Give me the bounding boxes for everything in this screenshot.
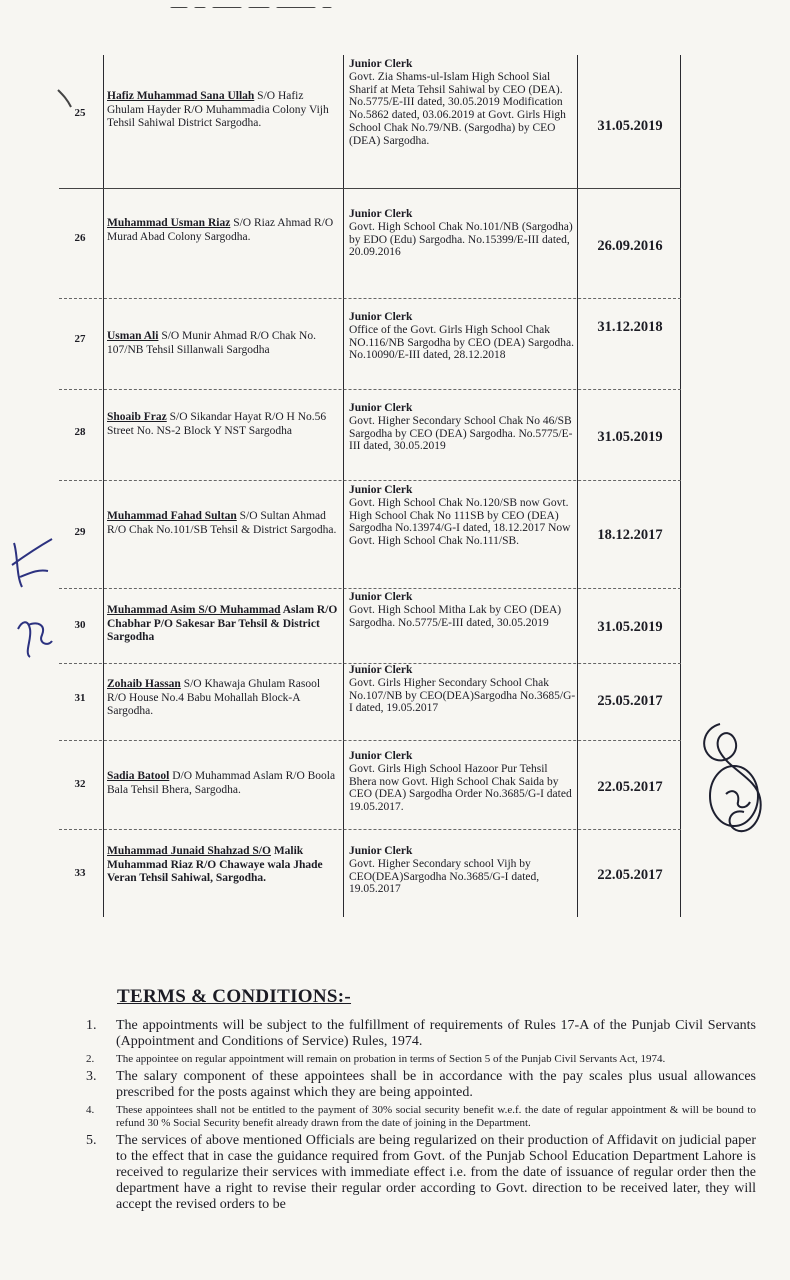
term-text: The salary component of these appointees shall be in accordance with the pay scales plus usual allowances prescribed for the posts against which they are being appointed. [116,1069,756,1100]
appointee-name: Zohaib Hassan [107,678,181,690]
appointee-details: Malik Muhammad Riaz R/O Chawaye wala Jhade Veran Tehsil Sahiwal, Sargodha. [107,845,323,884]
term-number: 4. [86,1104,95,1116]
table-row [59,740,681,830]
posting-cell [349,664,577,715]
term-item [86,1018,756,1050]
appointee-details: S/O Munir Ahmad R/O Chak No. 107/NB Tehsil Sillanwali Sargodha [107,330,316,356]
appointee-cell [107,90,339,131]
appointee-cell [107,330,339,357]
appointment-table [59,55,681,917]
serial-number: 27 [74,333,86,345]
post-title: Junior Clerk [349,591,413,603]
posting-details: Office of the Govt. Girls High School Chak NO.116/NB Sargodha by CEO (DEA) Sargodha. No.10090/E-III dated, 28.12.2018 [349,323,574,362]
serial-number: 26 [74,232,86,244]
appointee-name: Usman Ali [107,330,159,342]
posting-details: Govt. Girls Higher Secondary School Chak No.107/NB by CEO(DEA)Sargodha No.3685/G-I dated, 19.05.2017 [349,676,576,715]
appointment-date: 31.05.2019 [597,118,663,134]
table-row [59,480,681,589]
cropped-header-residue [170,0,470,8]
appointee-name: Muhammad Asim S/O Muhammad [107,604,281,616]
post-title: Junior Clerk [349,402,413,414]
appointee-name: Shoaib Fraz [107,411,167,423]
appointee-cell [107,770,339,797]
post-title: Junior Clerk [349,484,413,496]
appointment-date: 31.05.2019 [597,619,663,635]
appointee-name: Sadia Batool [107,770,170,782]
appointee-details: S/O Khawaja Ghulam Rasool R/O House No.4 Babu Mohallah Block-A Sargodha. [107,678,321,717]
posting-details: Govt. High School Mitha Lak by CEO (DEA) Sargodha. No.5775/E-III dated, 30.05.2019 [349,603,562,629]
appointee-details: S/O Hafiz Ghulam Hayder R/O Muhammadia Colony Vijh Tehsil Sahiwal District Sargodha. [107,90,329,129]
post-title: Junior Clerk [349,58,413,70]
post-title: Junior Clerk [349,664,413,676]
serial-number: 25 [74,107,86,119]
appointee-cell [107,217,339,244]
table-row [59,588,681,664]
appointment-date: 18.12.2017 [597,527,663,543]
post-title: Junior Clerk [349,845,413,857]
appointee-name: Muhammad Usman Riaz [107,217,231,229]
term-text: The appointee on regular appointment will remain on probation in terms of Section 5 of the Punjab Civil Servants Act, 1974. [116,1053,666,1065]
appointee-cell [107,604,339,645]
term-item [86,1104,756,1130]
posting-details: Govt. Higher Secondary School Chak No 46/SB Sargodha by CEO (DEA) Sargodha. No.5775/E-III dated, 30.05.2019 [349,414,573,453]
posting-cell [349,311,577,362]
term-text: The appointments will be subject to the fulfillment of requirements of Rules 17-A of the Punjab Civil Servants (Appointment and Conditions of Service) Rules, 1974. [116,1018,756,1049]
posting-cell [349,591,577,629]
term-item [86,1133,756,1213]
posting-details: Govt. High School Chak No.101/NB (Sargodha) by EDO (Edu) Sargodha. No.15399/E-III dated, 20.09.2016 [349,220,573,259]
appointee-details: S/O Riaz Ahmad R/O Murad Abad Colony Sargodha. [107,217,334,243]
appointee-cell [107,411,339,438]
handwritten-signature [690,718,780,848]
appointee-name: Muhammad Fahad Sultan [107,510,237,522]
serial-number: 28 [74,426,86,438]
appointee-name: Hafiz Muhammad Sana Ullah [107,90,255,102]
post-title: Junior Clerk [349,750,413,762]
posting-cell [349,484,577,548]
serial-number: 31 [74,692,86,704]
terms-list [86,1018,756,1216]
posting-details: Govt. Zia Shams-ul-Islam High School Sial Sharif at Meta Tehsil Sahiwal by CEO (DEA). No.5775/E-III dated, 30.05.2019 Modification No.5862 dated, 03.06.2019 at Govt. Girls High School Chak No.79/NB. (Sargodha) by CEO (DEA) Sargodha. [349,70,566,147]
appointee-details: S/O Sikandar Hayat R/O H No.56 Street No. NS-2 Block Y NST Sargodha [107,411,327,437]
appointment-date: 25.05.2017 [597,693,663,709]
term-number: 1. [86,1018,97,1033]
appointee-cell [107,510,339,537]
posting-details: Govt. High School Chak No.120/SB now Govt. High School Chak No 111SB by CEO (DEA) Sargodha No.13974/G-I dated, 18.12.2017 Now Govt. High School Chak No.111/SB. [349,496,571,548]
appointment-date: 26.09.2016 [597,238,663,254]
post-title: Junior Clerk [349,208,413,220]
table-row [59,298,681,390]
appointment-date: 22.05.2017 [597,779,663,795]
posting-cell [349,750,577,814]
appointee-name: Muhammad Junaid Shahzad S/O [107,845,271,857]
posting-cell [349,58,577,148]
appointee-details: S/O Sultan Ahmad R/O Chak No.101/SB Tehsil & District Sargodha. [107,510,337,536]
handwritten-initials [8,525,60,665]
appointee-cell [107,678,339,719]
posting-cell [349,845,577,896]
term-number: 5. [86,1133,97,1148]
appointee-cell [107,845,339,886]
terms-heading: TERMS & CONDITIONS:- [117,986,352,1007]
serial-number: 32 [74,778,86,790]
term-item [86,1069,756,1101]
appointment-date: 22.05.2017 [597,867,663,883]
posting-cell [349,208,577,259]
table-row [59,389,681,481]
table-row [59,55,681,189]
posting-details: Govt. Higher Secondary school Vijh by CEO(DEA)Sargodha No.3685/G-I dated, 19.05.2017 [349,857,540,896]
table-row [59,663,681,741]
appointee-details: D/O Muhammad Aslam R/O Boola Bala Tehsil Bhera, Sargodha. [107,770,336,796]
serial-number: 29 [74,526,86,538]
term-text: These appointees shall not be entitled to the payment of 30% social security benefit w.e.f. the date of regular appointment & will be bound to refund 30 % Social Security benefit already drawn from the date of joining in the Department. [116,1104,756,1129]
term-number: 3. [86,1069,97,1084]
post-title: Junior Clerk [349,311,413,323]
appointment-date: 31.05.2019 [597,429,663,445]
table-row [59,188,681,299]
term-item [86,1053,756,1066]
posting-details: Govt. Girls High School Hazoor Pur Tehsil Bhera now Govt. High School Chak Saida by CEO (DEA) Sargodha Order No.3685/G-I dated 19.05.2017. [349,762,572,814]
term-number: 2. [86,1053,95,1065]
posting-cell [349,402,577,453]
term-text: The services of above mentioned Officials are being regularized on their production of Affidavit on judicial paper to the effect that in case the guidance required from Govt. of the Punjab School Education Department Lahore is received to regularize their services with immediate effect i.e. from the date of issuance of regular order then the department have a right to revise their regular order according to Govt. direction to be received later, they will accept the revised orders to be [116,1133,756,1212]
serial-number: 33 [74,867,86,879]
serial-number: 30 [74,619,86,631]
appointment-date: 31.12.2018 [597,319,663,335]
appointee-details: Aslam R/O Chabhar P/O Sakesar Bar Tehsil & District Sargodha [107,604,338,643]
ink-mark [55,85,75,115]
table-row [59,829,681,917]
